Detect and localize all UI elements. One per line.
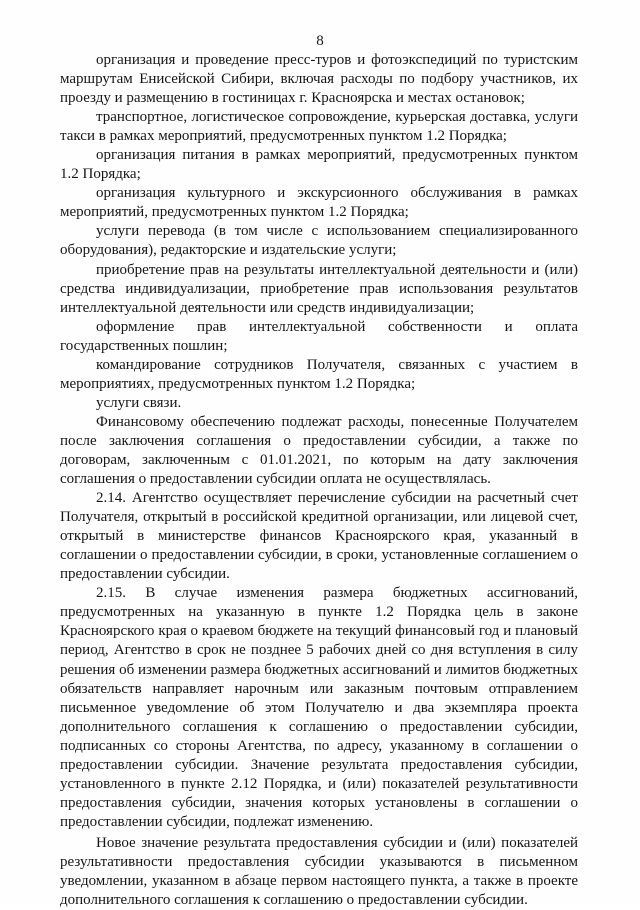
- paragraph-clause-2-14: 2.14. Агентство осуществляет перечисление субсидии на расчетный счет Получателя, открытый в российской кредитной организации, или лицевой счет, открытый в министерстве финансов Красноярского края, указанный в соглашении о предоставлении субсидии, в сроки, установленные соглашением о предоставлении субсидии.: [60, 490, 578, 583]
- paragraph-translation: услуги перевода (в том числе с использованием специализированного оборудования), редакторские и издательские услуги;: [60, 223, 578, 259]
- paragraph-business-trips: командирование сотрудников Получателя, связанных с участием в мероприятиях, предусмотренных пунктом 1.2 Порядка;: [60, 356, 578, 392]
- paragraph-new-value: Новое значение результата предоставления субсидии и (или) показателей результативности предоставления субсидии указываются в письменном уведомлении, указанном в абзаце первом настоящего пункта, а также в проекте дополнительного соглашения к соглашению о предоставлении субсидии.: [60, 834, 578, 909]
- page-number: 8: [316, 33, 324, 49]
- paragraph-ip-rights: приобретение прав на результаты интеллектуальной деятельности и (или) средства индивидуализации, приобретение прав использования результатов интеллектуальной деятельности или средств индивидуализации;: [60, 261, 578, 316]
- paragraph-communication: услуги связи.: [96, 394, 182, 411]
- paragraph-financing: Финансовому обеспечению подлежат расходы, понесенные Получателем после заключения соглашения о предоставлении субсидии, а также по договорам, заключенным с 01.01.2021, по которым на дату заключения соглашения о предоставлении субсидии оплата не осуществлялась.: [60, 413, 578, 488]
- paragraph-transport: транспортное, логистическое сопровождение, курьерская доставка, услуги такси в рамках мероприятий, предусмотренных пунктом 1.2 Порядка;: [60, 109, 578, 145]
- paragraph-press-tours: организация и проведение пресс-туров и фотоэкспедиций по туристским маршрутам Енисейской Сибири, включая расходы по подбору участников, их проезду и размещению в гостиницах г. Красноярска и местах остановок;: [60, 52, 578, 107]
- paragraph-cultural-service: организация культурного и экскурсионного обслуживания в рамках мероприятий, предусмотренных пунктом 1.2 Порядка;: [60, 185, 578, 221]
- paragraph-clause-2-15: 2.15. В случае изменения размера бюджетных ассигнований, предусмотренных на указанную в пункте 1.2 Порядка цель в законе Красноярского края о краевом бюджете на текущий финансовый год и плановый период, Агентство в срок не позднее 5 рабочих дней со дня вступления в силу решения об изменении размера бюджетных ассигнований и лимитов бюджетных обязательств направляет нарочным или заказным почтовым отправлением письменное уведомление об этом Получателю и два экземпляра проекта дополнительного соглашения к соглашению о предоставлении субсидии, подписанных со стороны Агентства, по адресу, указанному в соглашении о предоставлении субсидии. Значение результата предоставления субсидии, установленного в пункте 2.12 Порядка, и (или) показателей результативности предоставления субсидии, значения которых установлены в соглашении о предоставлении субсидии, подлежат изменению.: [60, 585, 578, 830]
- paragraph-ip-registration: оформление прав интеллектуальной собственности и оплата государственных пошлин;: [60, 318, 578, 354]
- paragraph-catering: организация питания в рамках мероприятий, предусмотренных пунктом 1.2 Порядка;: [60, 147, 578, 183]
- document-body: [60, 51, 578, 910]
